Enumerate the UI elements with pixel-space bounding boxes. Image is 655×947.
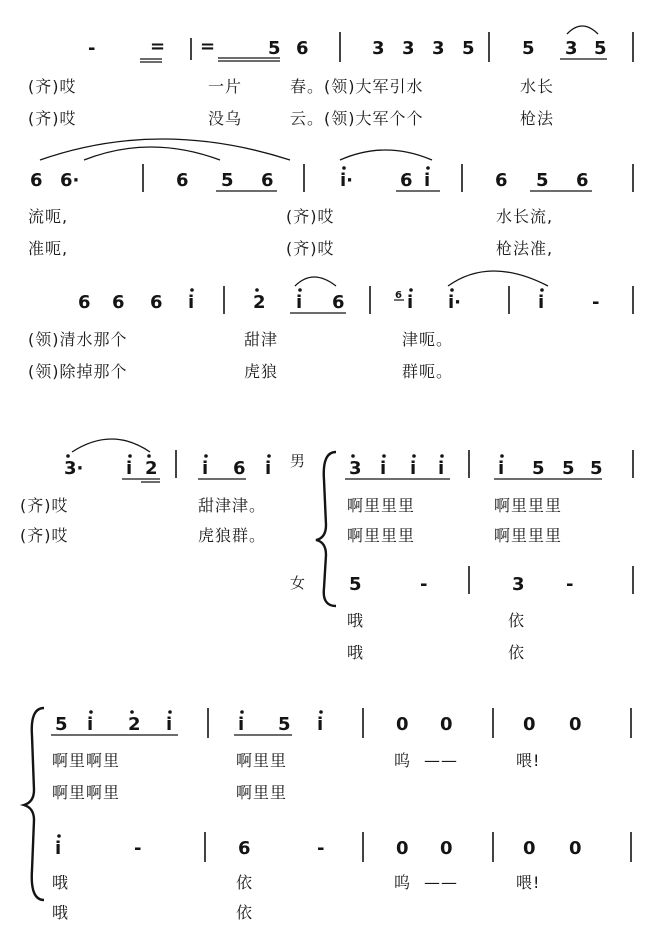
note: 5 <box>590 458 603 479</box>
note: 2 <box>145 458 158 479</box>
lyric: (齐)哎 <box>286 239 335 258</box>
note: 5 <box>55 714 68 735</box>
note: i <box>438 458 445 479</box>
lyric: (齐)哎 <box>20 496 69 515</box>
note: 6 <box>112 292 125 313</box>
note: 2 <box>128 714 141 735</box>
lyric: 甜津津。 <box>198 496 267 515</box>
note: i <box>380 458 387 479</box>
note: i <box>202 458 209 479</box>
lyric: 甜津 <box>244 330 279 349</box>
note: 6 <box>238 838 251 859</box>
note: i <box>296 292 303 313</box>
note: 5 <box>594 38 607 59</box>
lyric: 水长 <box>520 77 555 96</box>
note: i <box>238 714 245 735</box>
lyric: (领)除掉那个 <box>28 362 128 381</box>
note: i <box>410 458 417 479</box>
note: = <box>150 36 166 57</box>
lyric: 虎狼 <box>244 362 279 381</box>
note: i <box>407 292 414 313</box>
lyric: —— <box>424 751 458 770</box>
lyric: 哦 <box>347 611 365 630</box>
note: 6 <box>233 458 246 479</box>
note: 6 <box>30 170 43 191</box>
note: 6 <box>150 292 163 313</box>
note: 0 <box>396 838 409 859</box>
note: 5 <box>278 714 291 735</box>
lyric: 喂! <box>516 873 541 892</box>
system-3 <box>28 271 633 381</box>
lyric: 枪法准, <box>496 239 554 258</box>
lyric: 哦 <box>347 643 365 662</box>
note: 3 <box>402 38 415 59</box>
note: 3 <box>372 38 385 59</box>
lyric: 依 <box>508 611 526 630</box>
note: i <box>317 714 324 735</box>
lyric: 啊里里里 <box>494 526 563 545</box>
note: 6 <box>400 170 413 191</box>
note: 5 <box>536 170 549 191</box>
note: 0 <box>523 714 536 735</box>
lyric: 啊里里 <box>236 751 288 770</box>
lyric: 春。(领)大军引水 <box>290 77 424 96</box>
note: 5 <box>562 458 575 479</box>
lyric: 啊里里里 <box>494 496 563 515</box>
note: i <box>126 458 133 479</box>
lyric: 水长流, <box>496 207 554 226</box>
lyric: 啊里里里 <box>347 526 416 545</box>
note: 3 <box>565 38 578 59</box>
note: 6· <box>60 170 80 191</box>
note: 0 <box>569 838 582 859</box>
note: 0 <box>569 714 582 735</box>
note: 6 <box>78 292 91 313</box>
note: i <box>55 838 62 859</box>
note: 5 <box>532 458 545 479</box>
note: 3 <box>432 38 445 59</box>
system-2 <box>28 139 633 258</box>
lyric: 准呃, <box>28 239 69 258</box>
note: 6 <box>261 170 274 191</box>
lyric: (齐)哎 <box>28 77 77 96</box>
note: - <box>592 292 600 313</box>
lyric: (齐)哎 <box>20 526 69 545</box>
note: 5 <box>522 38 535 59</box>
note: - <box>88 38 96 59</box>
system-5 <box>24 708 631 922</box>
note: 2 <box>253 292 266 313</box>
note: 6 <box>495 170 508 191</box>
female-voice-label: 女 <box>290 574 306 592</box>
note: 6 <box>332 292 345 313</box>
note: i <box>538 292 545 313</box>
lyric: 依 <box>236 873 254 892</box>
lyric: 啊里里 <box>236 783 288 802</box>
note: 0 <box>396 714 409 735</box>
lyric: 喂! <box>516 751 541 770</box>
lyric: 啊里啊里 <box>52 783 121 802</box>
note: - <box>566 574 574 595</box>
note: 6 <box>176 170 189 191</box>
lyric: 哦 <box>52 903 70 922</box>
grace-note: 6 <box>395 290 402 301</box>
note: - <box>317 838 325 859</box>
note: 3 <box>512 574 525 595</box>
lyric: 津呃。 <box>402 330 454 349</box>
male-voice-label: 男 <box>290 452 306 470</box>
lyric: 啊里里里 <box>347 496 416 515</box>
lyric: (齐)哎 <box>286 207 335 226</box>
note: i· <box>340 170 354 191</box>
note: 5 <box>268 38 281 59</box>
note: i· <box>448 292 462 313</box>
lyric: (齐)哎 <box>28 109 77 128</box>
lyric: 没乌 <box>208 109 243 128</box>
note: - <box>134 838 142 859</box>
lyric: 枪法 <box>520 109 555 128</box>
note: - <box>420 574 428 595</box>
system-1 <box>28 26 633 128</box>
note: 3 <box>349 458 362 479</box>
lyric: 流呃, <box>28 207 69 226</box>
note: i <box>424 170 431 191</box>
note: i <box>87 714 94 735</box>
note: 0 <box>440 714 453 735</box>
lyric: 虎狼群。 <box>198 526 267 545</box>
lyric: 一片 <box>208 77 243 96</box>
note: 5 <box>221 170 234 191</box>
lyric: 群呃。 <box>402 362 454 381</box>
lyric: —— <box>424 873 458 892</box>
lyric: (领)清水那个 <box>28 330 128 349</box>
lyric: 依 <box>508 643 526 662</box>
note: i <box>188 292 195 313</box>
note: 0 <box>440 838 453 859</box>
note: i <box>166 714 173 735</box>
lyric: 呜 <box>394 751 412 770</box>
note: i <box>265 458 272 479</box>
lyric: 依 <box>236 903 254 922</box>
lyric: 呜 <box>394 873 412 892</box>
note: 5 <box>462 38 475 59</box>
system-4 <box>20 439 633 662</box>
note: 5 <box>349 574 362 595</box>
lyric: 云。(领)大军个个 <box>290 109 424 128</box>
note: 6 <box>296 38 309 59</box>
note: 6 <box>576 170 589 191</box>
note: 3· <box>64 458 84 479</box>
note: i <box>498 458 505 479</box>
lyric: 啊里啊里 <box>52 751 121 770</box>
note: = <box>200 36 216 57</box>
note: 0 <box>523 838 536 859</box>
lyric: 哦 <box>52 873 70 892</box>
